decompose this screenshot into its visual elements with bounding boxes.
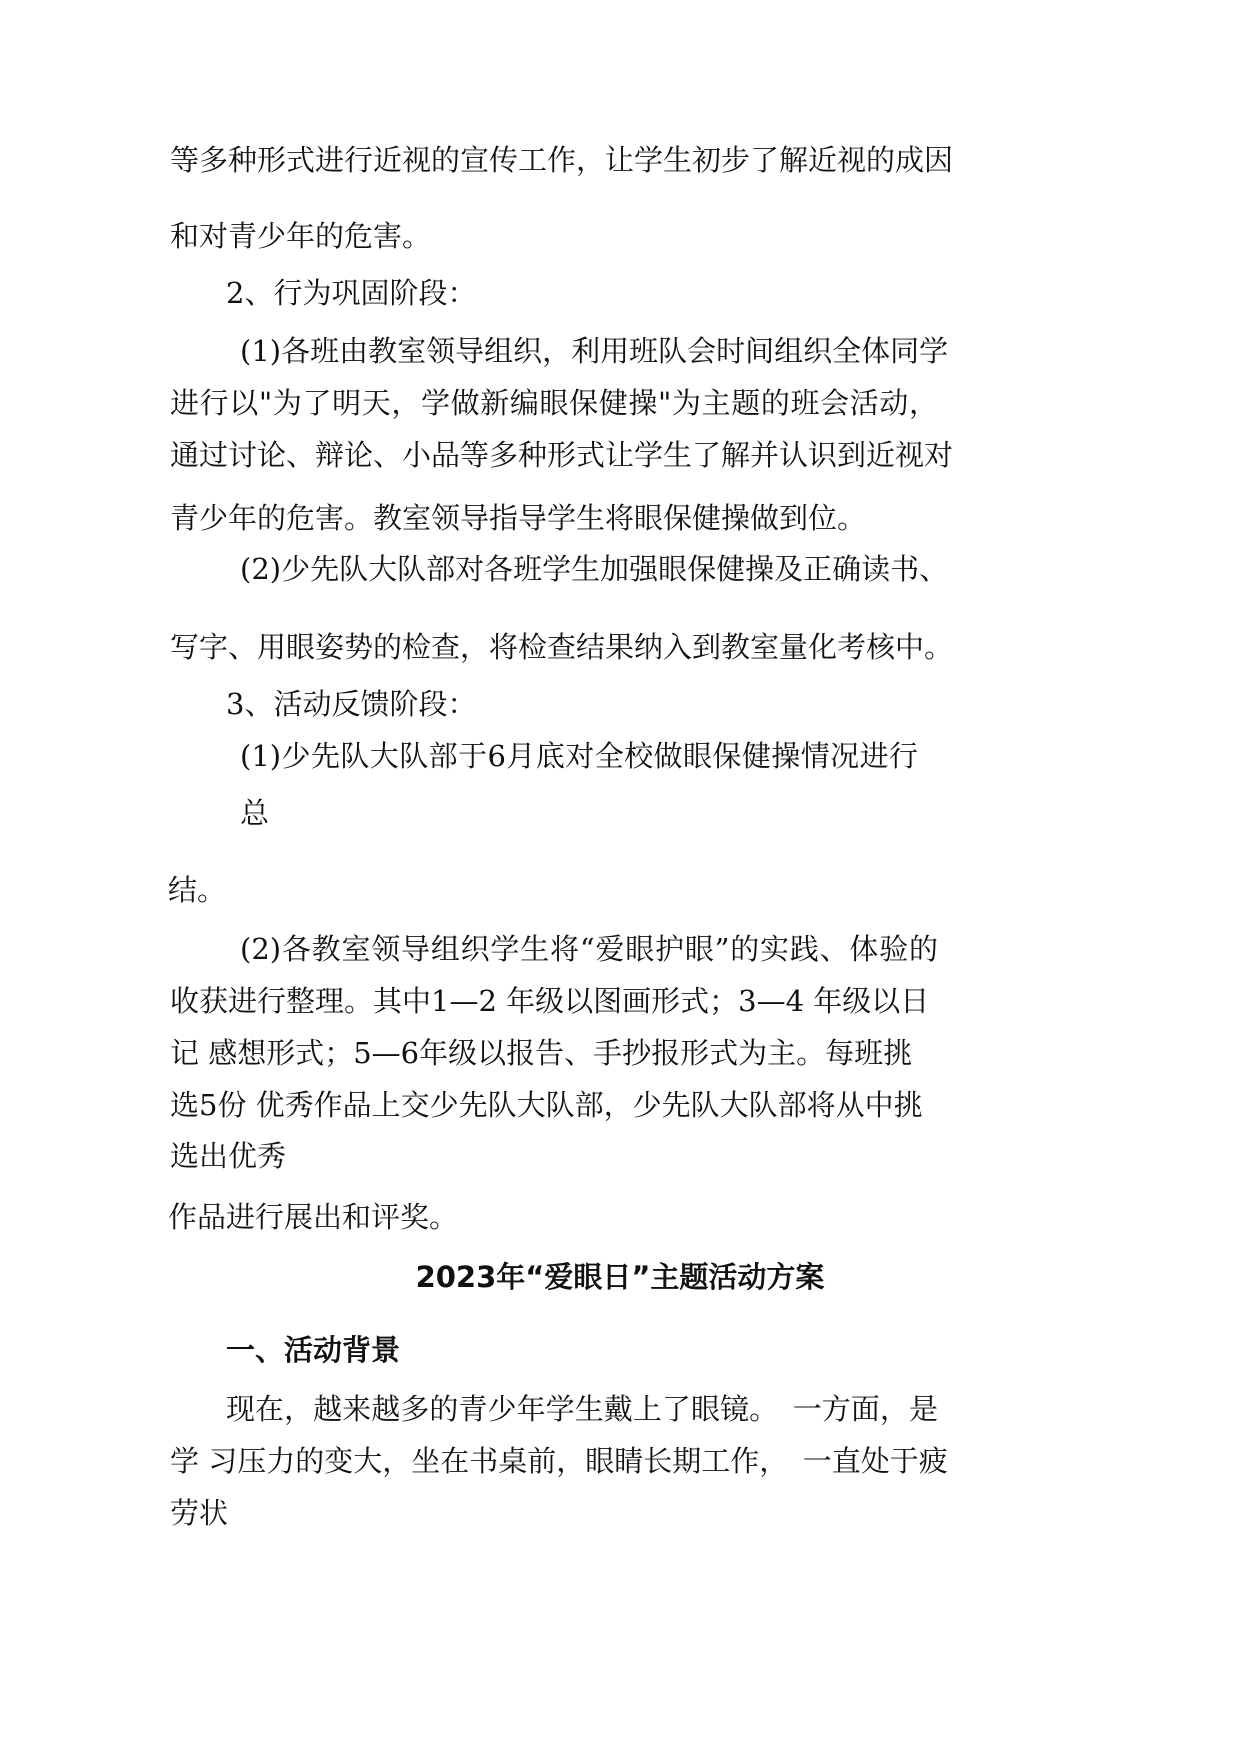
document-title: 2023年“爱眼日”主题活动方案 [415, 1260, 825, 1294]
text-line: 选5份 优秀作品上交少先队大队部，少先队大队部将从中挑 [170, 1088, 923, 1122]
text-line: (2)各教室领导组织学生将“爱眼护眼”的实践、体验的 [240, 932, 938, 966]
section-heading: 一、活动背景 [226, 1333, 401, 1367]
text-line: 写字、用眼姿势的检查，将检查结果纳入到教室量化考核中。 [170, 630, 954, 664]
text-line: 进行以"为了明天，学做新编眼保健操"为主题的班会活动， [170, 386, 938, 420]
text-line: 劳状 [170, 1496, 229, 1530]
text-line: 学 习压力的变大，坐在书桌前，眼睛长期工作， 一直处于疲 [170, 1444, 948, 1478]
text-line: (2)少先队大队部对各班学生加强眼保健操及正确读书、 [240, 552, 949, 586]
text-line: (1)各班由教室领导组织，利用班队会时间组织全体同学 [240, 334, 949, 368]
text-line: 现在，越来越多的青少年学生戴上了眼镜。 一方面，是 [226, 1392, 938, 1426]
text-line: 等多种形式进行近视的宣传工作，让学生初步了解近视的成因 [170, 143, 954, 177]
text-line: 选出优秀 [170, 1139, 287, 1173]
text-line: 结。 [168, 873, 227, 907]
text-line: 青少年的危害。教室领导指导学生将眼保健操做到位。 [170, 501, 867, 535]
text-line: 和对青少年的危害。 [170, 219, 432, 253]
text-line: (1)少先队大队部于6月底对全校做眼保健操情况进行 [240, 739, 918, 773]
text-line: 作品进行展出和评奖。 [168, 1200, 459, 1234]
text-line: 记 感想形式；5—6年级以报告、手抄报形式为主。每班挑 [170, 1036, 913, 1070]
text-line: 通过讨论、辩论、小品等多种形式让学生了解并认识到近视对 [170, 438, 954, 472]
text-line: 总 [240, 796, 270, 830]
text-line: 收获进行整理。其中1—2 年级以图画形式；3—4 年级以日 [170, 984, 930, 1018]
text-line: 3、活动反馈阶段： [226, 687, 477, 721]
text-line: 2、行为巩固阶段： [226, 276, 477, 310]
